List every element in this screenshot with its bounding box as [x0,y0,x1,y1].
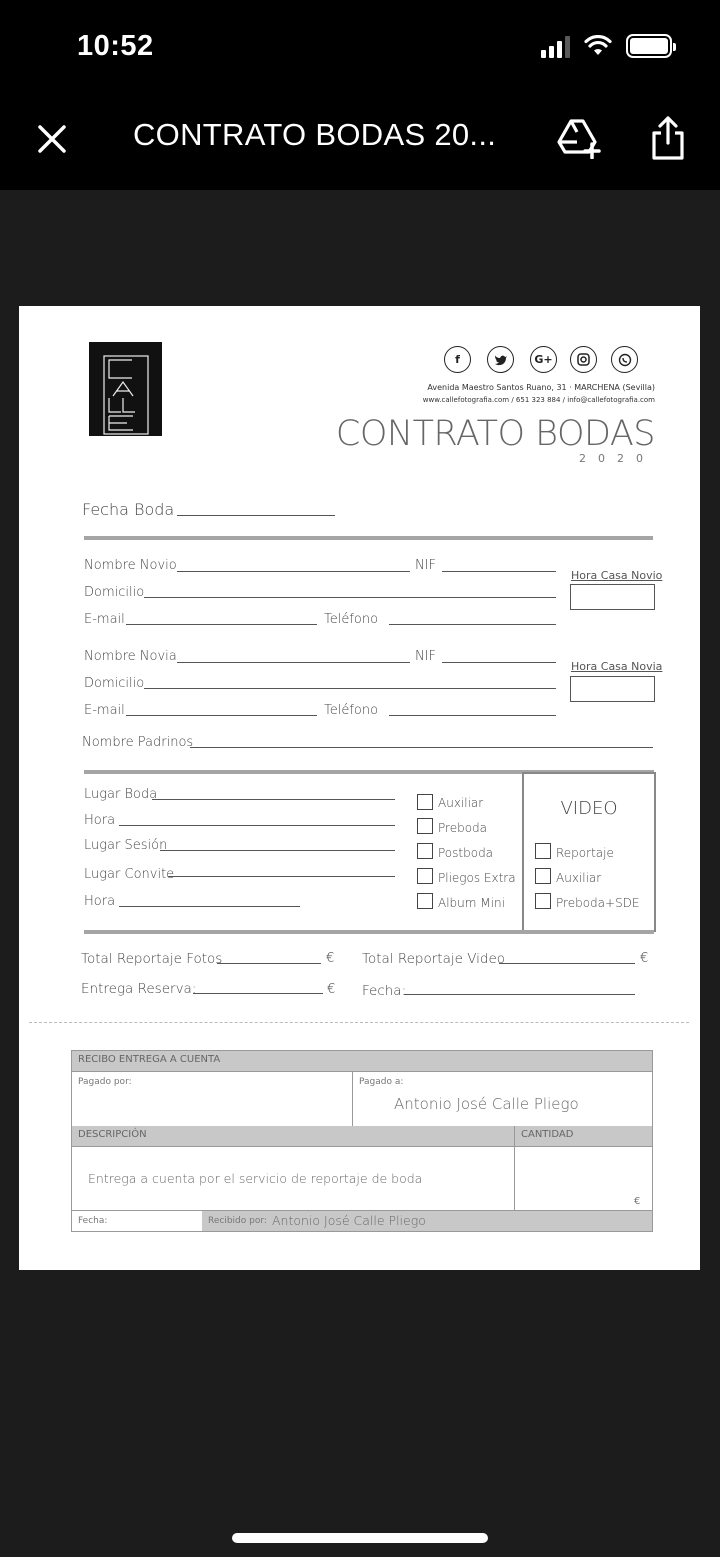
hora1-label: Hora [84,813,116,828]
domicilio-novio-line[interactable] [144,597,556,598]
recibo-fecha-label: Fecha: [78,1216,108,1226]
total-video-label: Total Reportaje Video [362,951,506,967]
auxiliar-checkbox[interactable] [417,794,433,810]
domicilio-novia-label: Domicilio [84,676,145,691]
postboda-checkbox[interactable] [417,843,433,859]
total-fotos-line[interactable] [217,963,321,964]
telefono-novio-line[interactable] [389,624,556,625]
contract-title: CONTRATO BODAS [335,414,655,454]
email-novio-label: E-mail [84,612,125,627]
entrega-reserva-line[interactable] [193,993,323,994]
fecha-reserva-label: Fecha: [362,983,407,999]
padrinos-line[interactable] [190,747,653,748]
pliegos-extra-checkbox[interactable] [417,868,433,884]
video-preboda-sde-label: Preboda+SDE [556,896,640,910]
hora2-line[interactable] [119,906,300,907]
video-reportaje-label: Reportaje [556,846,614,860]
google-plus-icon: G+ [530,346,557,373]
video-options-box [522,772,656,932]
total-fotos-label: Total Reportaje Fotos [81,951,223,967]
padrinos-label: Nombre Padrinos [82,735,194,750]
nif-novia-label: NIF [415,649,437,664]
hora2-label: Hora [84,894,116,909]
lugar-sesion-line[interactable] [160,850,395,851]
total-video-line[interactable] [499,963,635,964]
preboda-label: Preboda [438,821,488,835]
video-auxiliar-checkbox[interactable] [535,868,551,884]
recibido-por-cell [202,1211,652,1231]
video-auxiliar-label: Auxiliar [556,871,602,885]
receipt-header: RECIBO ENTREGA A CUENTA [72,1051,652,1071]
hora-casa-novio-label: Hora Casa Novio [571,569,663,582]
pagado-por-label: Pagado por: [78,1077,132,1087]
total-fotos-currency: € [326,951,335,966]
contract-year: 2020 [579,452,655,465]
status-bar [0,0,720,95]
nombre-novia-line[interactable] [177,662,410,663]
entrega-reserva-currency: € [327,982,336,997]
fecha-boda-line[interactable] [177,515,335,516]
album-mini-label: Album Mini [438,896,505,910]
nombre-novio-line[interactable] [177,571,410,572]
lugar-boda-line[interactable] [152,799,395,800]
close-icon[interactable] [32,119,72,159]
postboda-label: Postboda [438,846,494,860]
email-novio-line[interactable] [126,624,317,625]
hora1-line[interactable] [119,825,395,826]
video-preboda-sde-checkbox[interactable] [535,893,551,909]
recibido-por-name: Antonio José Calle Pliego [272,1213,426,1228]
descripcion-text: Entrega a cuenta por el servicio de reportaje de boda [88,1171,423,1186]
lugar-sesion-label: Lugar Sesión [84,838,168,853]
email-novia-line[interactable] [126,715,317,716]
share-icon[interactable] [648,115,688,161]
nif-novio-line[interactable] [442,571,556,572]
calle-logo [89,342,162,436]
telefono-novio-label: Teléfono [324,612,379,627]
pliegos-extra-label: Pliegos Extra [438,871,516,885]
pagado-a-label: Pagado a: [359,1077,404,1087]
preboda-checkbox[interactable] [417,818,433,834]
cut-line [29,1022,689,1023]
telefono-novia-line[interactable] [389,715,556,716]
contact-text: www.callefotografia.com / 651 323 884 / info@callefotografia.com [422,396,655,404]
section-separator [84,536,653,540]
nombre-novio-label: Nombre Novio [84,558,177,573]
lugar-convite-line[interactable] [168,876,395,877]
nif-novio-label: NIF [415,558,437,573]
receipt-box [71,1050,653,1232]
whatsapp-icon [611,346,638,373]
video-title: VIDEO [560,798,618,819]
nombre-novia-label: Nombre Novia [84,649,177,664]
auxiliar-label: Auxiliar [438,796,484,810]
status-time: 10:52 [77,30,154,62]
cellular-signal-icon [541,34,570,58]
twitter-icon [487,346,514,373]
nif-novia-line[interactable] [442,662,556,663]
home-indicator[interactable] [232,1533,488,1543]
domicilio-novio-label: Domicilio [84,585,145,600]
hora-casa-novia-label: Hora Casa Novia [571,660,663,673]
lugar-convite-label: Lugar Convite [84,867,175,882]
facebook-icon: f [444,346,471,373]
fecha-boda-label: Fecha Boda [82,500,175,519]
hora-casa-novio-box[interactable] [570,584,655,610]
cantidad-currency: € [634,1196,641,1207]
battery-icon [626,34,672,58]
recibido-por-label: Recibido por: [208,1216,267,1226]
descripcion-header: DESCRIPCIÓN [72,1126,652,1146]
address-text: Avenida Maestro Santos Ruano, 31 · MARCHENA (Sevilla) [427,383,655,392]
entrega-reserva-label: Entrega Reserva: [81,981,197,997]
total-video-currency: € [640,951,649,966]
fecha-reserva-line[interactable] [404,994,635,995]
wifi-icon [584,35,612,57]
viewer-toolbar [0,95,720,190]
cantidad-header: CANTIDAD [514,1126,579,1146]
album-mini-checkbox[interactable] [417,893,433,909]
status-icons [541,34,672,58]
lugar-boda-label: Lugar Boda [84,787,158,802]
hora-casa-novia-box[interactable] [570,676,655,702]
email-novia-label: E-mail [84,703,125,718]
instagram-icon [570,346,597,373]
add-to-drive-icon[interactable] [556,117,602,159]
pagado-a-name: Antonio José Calle Pliego [394,1095,579,1113]
document-title: CONTRATO BODAS 20... [133,117,497,152]
video-reportaje-checkbox[interactable] [535,843,551,859]
telefono-novia-label: Teléfono [324,703,379,718]
domicilio-novia-line[interactable] [144,688,556,689]
section-separator [84,930,654,934]
document-page [19,306,700,1270]
